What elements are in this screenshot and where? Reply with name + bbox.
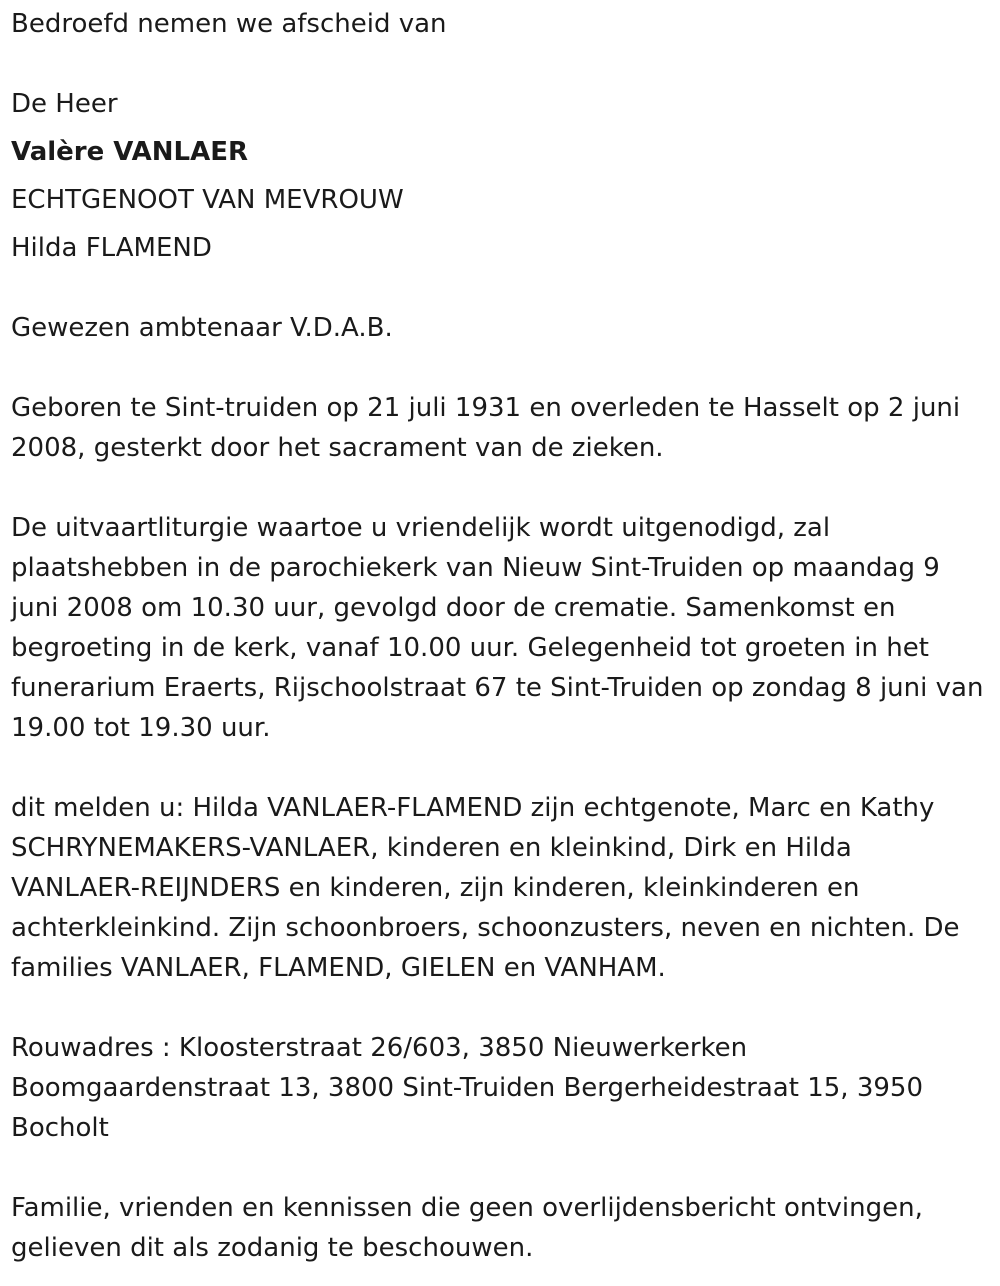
address-paragraph: Rouwadres : Kloosterstraat 26/603, 3850 Nieuwerkerken Boomgaardenstraat 13, 3800 Sint-Truiden Bergerheidestraat 15, 3950 Bocholt [11, 1033, 923, 1143]
salutation: De Heer [11, 89, 118, 119]
deceased-name: Valère VANLAER [11, 137, 249, 167]
spouse-name: Hilda FLAMEND [11, 233, 212, 263]
obituary-document [11, 4, 986, 1268]
occupation: Gewezen ambtenaar V.D.A.B. [11, 313, 393, 343]
intro-text: Bedroefd nemen we afscheid van [11, 9, 447, 39]
spouse-label: ECHTGENOOT VAN MEVROUW [11, 185, 404, 215]
birth-death-paragraph: Geboren te Sint-truiden op 21 juli 1931 en overleden te Hasselt op 2 juni 2008, gesterkt door het sacrament van de zieken. [11, 393, 961, 463]
family-paragraph: dit melden u: Hilda VANLAER-FLAMEND zijn echtgenote, Marc en Kathy SCHRYNEMAKERS-VANLAER, kinderen en kleinkind, Dirk en Hilda VANLAER-REIJNDERS en kinderen, zijn kinderen, kleinkinderen en achterkleinkind. Zijn schoonbroers, schoonzusters, neven en nichten. De families VANLAER, FLAMEND, GIELEN en VANHAM. [11, 793, 960, 983]
funeral-paragraph: De uitvaartliturgie waartoe u vriendelijk wordt uitgenodigd, zal plaatshebben in de parochiekerk van Nieuw Sint-Truiden op maandag 9 juni 2008 om 10.30 uur, gevolgd door de crematie. Samenkomst en begroeting in de kerk, vanaf 10.00 uur. Gelegenheid tot groeten in het funerarium Eraerts, Rijschoolstraat 67 te Sint-Truiden op zondag 8 juni van 19.00 tot 19.30 uur. [11, 513, 984, 743]
closing-paragraph: Familie, vrienden en kennissen die geen overlijdensbericht ontvingen, gelieven dit als zodanig te beschouwen. [11, 1193, 923, 1263]
